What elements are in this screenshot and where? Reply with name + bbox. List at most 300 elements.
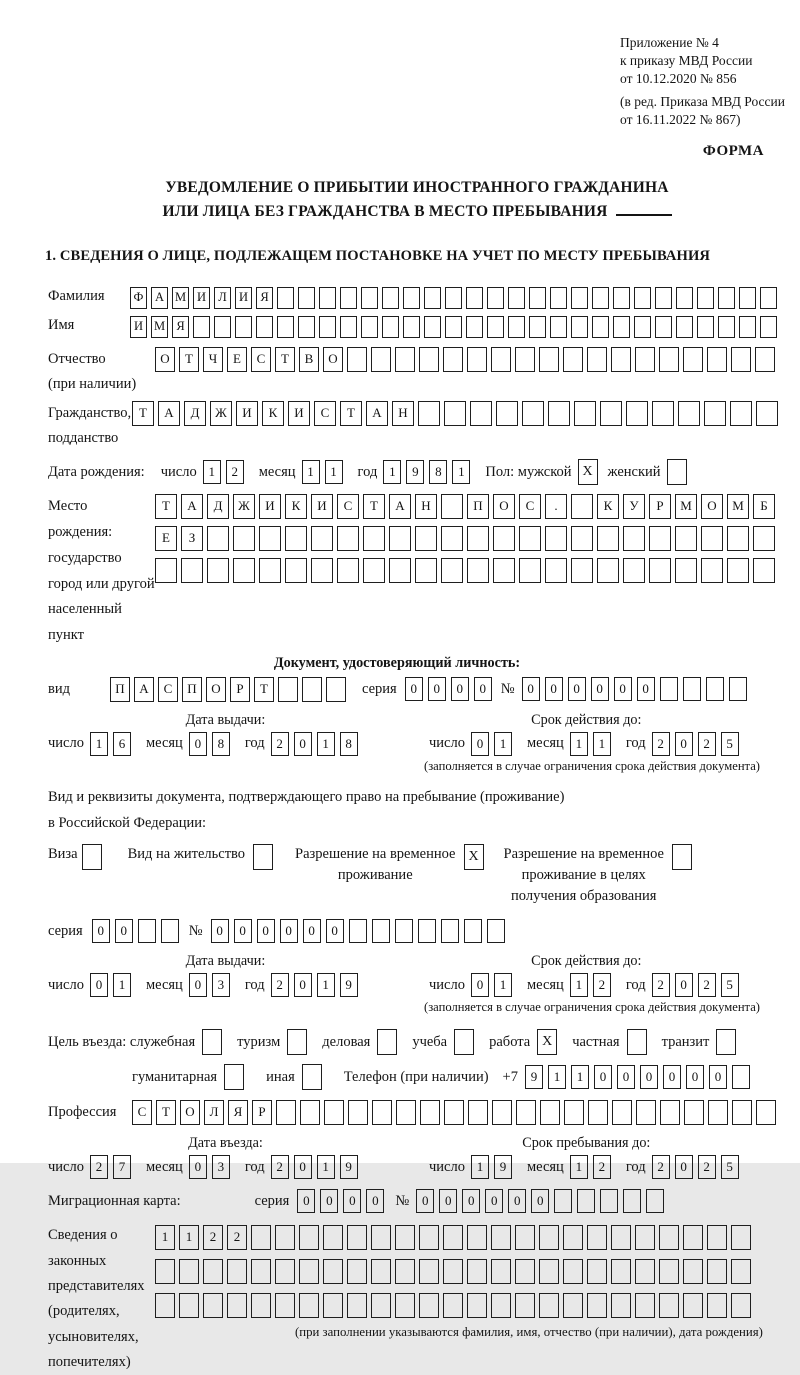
char-cell[interactable]: С <box>158 677 178 702</box>
char-cell[interactable] <box>395 1293 415 1318</box>
char-cell[interactable] <box>515 1225 535 1250</box>
char-cell[interactable] <box>493 526 515 551</box>
char-cell[interactable] <box>539 1225 559 1250</box>
char-cell[interactable]: О <box>155 347 175 372</box>
char-cell[interactable] <box>256 316 273 338</box>
char-cell[interactable]: А <box>151 287 168 309</box>
char-cell[interactable]: 1 <box>113 973 131 997</box>
char-cell[interactable] <box>361 287 378 309</box>
char-cell[interactable]: 5 <box>721 973 739 997</box>
char-cell[interactable] <box>496 401 518 426</box>
char-cell[interactable] <box>676 316 693 338</box>
char-cell[interactable] <box>655 287 672 309</box>
char-cell[interactable]: 1 <box>570 1155 588 1179</box>
char-cell[interactable] <box>577 1189 595 1213</box>
char-cell[interactable] <box>419 1259 439 1284</box>
char-cell[interactable]: 1 <box>90 732 108 756</box>
char-cell[interactable] <box>403 287 420 309</box>
char-cell[interactable] <box>678 401 700 426</box>
char-cell[interactable]: Л <box>204 1100 224 1125</box>
checkbox-cell[interactable]: X <box>578 459 598 485</box>
char-cell[interactable] <box>529 287 546 309</box>
char-cell[interactable]: 0 <box>508 1189 526 1213</box>
char-cell[interactable]: 0 <box>92 919 110 943</box>
char-cell[interactable] <box>285 558 307 583</box>
char-cell[interactable] <box>545 558 567 583</box>
char-cell[interactable]: 1 <box>570 732 588 756</box>
char-cell[interactable]: 0 <box>637 677 655 701</box>
char-cell[interactable]: И <box>288 401 310 426</box>
char-cell[interactable] <box>371 1259 391 1284</box>
char-cell[interactable] <box>441 526 463 551</box>
char-cell[interactable] <box>203 1259 223 1284</box>
char-cell[interactable] <box>545 526 567 551</box>
char-cell[interactable] <box>278 677 298 702</box>
char-cell[interactable]: О <box>701 494 723 519</box>
checkbox-cell[interactable] <box>672 844 692 870</box>
char-cell[interactable]: 0 <box>189 973 207 997</box>
char-cell[interactable] <box>470 401 492 426</box>
char-cell[interactable] <box>529 316 546 338</box>
char-cell[interactable] <box>311 558 333 583</box>
char-cell[interactable] <box>516 1100 536 1125</box>
char-cell[interactable] <box>419 1293 439 1318</box>
char-cell[interactable] <box>251 1225 271 1250</box>
char-cell[interactable]: 2 <box>227 1225 247 1250</box>
char-cell[interactable]: Р <box>252 1100 272 1125</box>
char-cell[interactable]: К <box>262 401 284 426</box>
char-cell[interactable]: 1 <box>179 1225 199 1250</box>
char-cell[interactable]: 6 <box>113 732 131 756</box>
char-cell[interactable]: П <box>182 677 202 702</box>
char-cell[interactable] <box>563 1259 583 1284</box>
char-cell[interactable] <box>337 558 359 583</box>
char-cell[interactable] <box>491 347 511 372</box>
char-cell[interactable]: М <box>727 494 749 519</box>
checkbox-cell[interactable] <box>716 1029 736 1055</box>
char-cell[interactable] <box>571 316 588 338</box>
char-cell[interactable] <box>600 1189 618 1213</box>
char-cell[interactable] <box>395 347 415 372</box>
char-cell[interactable] <box>730 401 752 426</box>
char-cell[interactable]: 0 <box>297 1189 315 1213</box>
char-cell[interactable]: 1 <box>471 1155 489 1179</box>
char-cell[interactable] <box>683 1259 703 1284</box>
char-cell[interactable] <box>600 401 622 426</box>
char-cell[interactable]: 0 <box>568 677 586 701</box>
checkbox-cell[interactable] <box>202 1029 222 1055</box>
char-cell[interactable]: З <box>181 526 203 551</box>
char-cell[interactable]: С <box>314 401 336 426</box>
char-cell[interactable] <box>635 1225 655 1250</box>
char-cell[interactable] <box>587 347 607 372</box>
char-cell[interactable]: 1 <box>317 732 335 756</box>
char-cell[interactable] <box>155 558 177 583</box>
char-cell[interactable]: 0 <box>280 919 298 943</box>
char-cell[interactable] <box>635 1293 655 1318</box>
char-cell[interactable] <box>349 919 367 943</box>
char-cell[interactable]: 0 <box>439 1189 457 1213</box>
char-cell[interactable] <box>347 1293 367 1318</box>
char-cell[interactable] <box>683 1225 703 1250</box>
char-cell[interactable]: 0 <box>189 732 207 756</box>
char-cell[interactable] <box>441 494 463 519</box>
char-cell[interactable] <box>760 316 777 338</box>
char-cell[interactable]: Д <box>207 494 229 519</box>
char-cell[interactable] <box>420 1100 440 1125</box>
char-cell[interactable]: 2 <box>652 732 670 756</box>
checkbox-cell[interactable] <box>627 1029 647 1055</box>
char-cell[interactable] <box>550 316 567 338</box>
char-cell[interactable] <box>623 1189 641 1213</box>
char-cell[interactable] <box>646 1189 664 1213</box>
char-cell[interactable]: А <box>158 401 180 426</box>
char-cell[interactable] <box>138 919 156 943</box>
char-cell[interactable] <box>285 526 307 551</box>
char-cell[interactable] <box>389 558 411 583</box>
char-cell[interactable]: 0 <box>320 1189 338 1213</box>
char-cell[interactable]: 0 <box>614 677 632 701</box>
char-cell[interactable]: А <box>134 677 154 702</box>
char-cell[interactable]: К <box>597 494 619 519</box>
char-cell[interactable] <box>760 287 777 309</box>
char-cell[interactable] <box>649 526 671 551</box>
char-cell[interactable] <box>233 526 255 551</box>
char-cell[interactable]: 1 <box>571 1065 589 1089</box>
char-cell[interactable]: М <box>172 287 189 309</box>
char-cell[interactable]: С <box>519 494 541 519</box>
char-cell[interactable] <box>443 347 463 372</box>
char-cell[interactable] <box>611 347 631 372</box>
char-cell[interactable]: 0 <box>303 919 321 943</box>
char-cell[interactable]: 0 <box>115 919 133 943</box>
char-cell[interactable] <box>235 316 252 338</box>
char-cell[interactable] <box>227 1293 247 1318</box>
char-cell[interactable]: И <box>130 316 147 338</box>
char-cell[interactable] <box>623 558 645 583</box>
char-cell[interactable] <box>587 1225 607 1250</box>
char-cell[interactable] <box>323 1259 343 1284</box>
char-cell[interactable] <box>193 316 210 338</box>
char-cell[interactable] <box>275 1293 295 1318</box>
char-cell[interactable]: 0 <box>257 919 275 943</box>
char-cell[interactable] <box>395 1225 415 1250</box>
char-cell[interactable]: 1 <box>155 1225 175 1250</box>
char-cell[interactable] <box>564 1100 584 1125</box>
char-cell[interactable] <box>207 526 229 551</box>
char-cell[interactable] <box>683 1293 703 1318</box>
char-cell[interactable] <box>424 316 441 338</box>
char-cell[interactable] <box>550 287 567 309</box>
char-cell[interactable]: С <box>132 1100 152 1125</box>
char-cell[interactable]: В <box>299 347 319 372</box>
char-cell[interactable]: 9 <box>406 460 424 484</box>
char-cell[interactable]: Р <box>649 494 671 519</box>
checkbox-cell[interactable]: X <box>464 844 484 870</box>
char-cell[interactable] <box>487 287 504 309</box>
char-cell[interactable] <box>753 558 775 583</box>
char-cell[interactable] <box>277 316 294 338</box>
char-cell[interactable] <box>441 558 463 583</box>
char-cell[interactable] <box>275 1259 295 1284</box>
char-cell[interactable] <box>697 287 714 309</box>
char-cell[interactable] <box>179 1293 199 1318</box>
checkbox-cell[interactable] <box>253 844 273 870</box>
char-cell[interactable] <box>415 558 437 583</box>
char-cell[interactable] <box>540 1100 560 1125</box>
char-cell[interactable]: 2 <box>226 460 244 484</box>
char-cell[interactable] <box>319 316 336 338</box>
char-cell[interactable] <box>731 1259 751 1284</box>
char-cell[interactable] <box>347 1225 367 1250</box>
char-cell[interactable] <box>443 1225 463 1250</box>
char-cell[interactable] <box>361 316 378 338</box>
char-cell[interactable]: Ж <box>233 494 255 519</box>
char-cell[interactable] <box>683 347 703 372</box>
checkbox-cell[interactable] <box>454 1029 474 1055</box>
char-cell[interactable]: 2 <box>271 732 289 756</box>
char-cell[interactable] <box>395 919 413 943</box>
char-cell[interactable] <box>445 287 462 309</box>
char-cell[interactable] <box>707 347 727 372</box>
char-cell[interactable]: Н <box>415 494 437 519</box>
char-cell[interactable]: 0 <box>485 1189 503 1213</box>
char-cell[interactable]: Л <box>214 287 231 309</box>
char-cell[interactable] <box>539 1293 559 1318</box>
char-cell[interactable] <box>655 316 672 338</box>
char-cell[interactable] <box>571 558 593 583</box>
char-cell[interactable]: С <box>251 347 271 372</box>
char-cell[interactable]: 1 <box>317 973 335 997</box>
char-cell[interactable]: Н <box>392 401 414 426</box>
char-cell[interactable] <box>611 1293 631 1318</box>
char-cell[interactable]: О <box>323 347 343 372</box>
char-cell[interactable]: 0 <box>663 1065 681 1089</box>
char-cell[interactable] <box>659 1293 679 1318</box>
char-cell[interactable] <box>382 287 399 309</box>
char-cell[interactable]: 2 <box>652 973 670 997</box>
char-cell[interactable] <box>727 526 749 551</box>
char-cell[interactable] <box>371 1225 391 1250</box>
char-cell[interactable] <box>259 558 281 583</box>
char-cell[interactable] <box>415 526 437 551</box>
char-cell[interactable]: А <box>366 401 388 426</box>
char-cell[interactable] <box>697 316 714 338</box>
char-cell[interactable] <box>675 558 697 583</box>
char-cell[interactable] <box>491 1225 511 1250</box>
char-cell[interactable]: С <box>337 494 359 519</box>
char-cell[interactable]: 2 <box>203 1225 223 1250</box>
char-cell[interactable] <box>468 1100 488 1125</box>
char-cell[interactable] <box>443 1259 463 1284</box>
char-cell[interactable] <box>597 558 619 583</box>
char-cell[interactable] <box>515 1259 535 1284</box>
char-cell[interactable] <box>611 1259 631 1284</box>
char-cell[interactable] <box>539 347 559 372</box>
char-cell[interactable]: Е <box>227 347 247 372</box>
char-cell[interactable]: И <box>259 494 281 519</box>
char-cell[interactable] <box>251 1293 271 1318</box>
char-cell[interactable]: 1 <box>494 732 512 756</box>
char-cell[interactable] <box>251 1259 271 1284</box>
char-cell[interactable] <box>563 347 583 372</box>
char-cell[interactable] <box>161 919 179 943</box>
char-cell[interactable]: 9 <box>525 1065 543 1089</box>
char-cell[interactable]: А <box>389 494 411 519</box>
char-cell[interactable] <box>326 677 346 702</box>
char-cell[interactable] <box>675 526 697 551</box>
char-cell[interactable]: 0 <box>471 973 489 997</box>
char-cell[interactable] <box>214 316 231 338</box>
char-cell[interactable] <box>299 1259 319 1284</box>
char-cell[interactable] <box>467 558 489 583</box>
char-cell[interactable] <box>635 347 655 372</box>
char-cell[interactable]: 0 <box>545 677 563 701</box>
char-cell[interactable] <box>466 287 483 309</box>
char-cell[interactable]: И <box>235 287 252 309</box>
char-cell[interactable] <box>623 526 645 551</box>
char-cell[interactable]: 3 <box>212 1155 230 1179</box>
char-cell[interactable] <box>372 1100 392 1125</box>
char-cell[interactable] <box>508 287 525 309</box>
char-cell[interactable] <box>635 1259 655 1284</box>
char-cell[interactable] <box>323 1225 343 1250</box>
char-cell[interactable] <box>467 1293 487 1318</box>
char-cell[interactable]: Т <box>155 494 177 519</box>
char-cell[interactable] <box>337 526 359 551</box>
char-cell[interactable] <box>729 677 747 701</box>
char-cell[interactable] <box>419 1225 439 1250</box>
char-cell[interactable] <box>275 1225 295 1250</box>
char-cell[interactable]: 1 <box>593 732 611 756</box>
char-cell[interactable]: И <box>236 401 258 426</box>
char-cell[interactable] <box>613 287 630 309</box>
char-cell[interactable]: 2 <box>698 973 716 997</box>
char-cell[interactable]: Ф <box>130 287 147 309</box>
char-cell[interactable]: Я <box>256 287 273 309</box>
char-cell[interactable]: 0 <box>675 1155 693 1179</box>
char-cell[interactable] <box>492 1100 512 1125</box>
char-cell[interactable]: 0 <box>474 677 492 701</box>
char-cell[interactable] <box>441 919 459 943</box>
char-cell[interactable] <box>276 1100 296 1125</box>
char-cell[interactable] <box>563 1293 583 1318</box>
char-cell[interactable] <box>302 677 322 702</box>
char-cell[interactable] <box>739 287 756 309</box>
char-cell[interactable] <box>487 316 504 338</box>
char-cell[interactable] <box>363 526 385 551</box>
char-cell[interactable]: 8 <box>429 460 447 484</box>
char-cell[interactable]: 2 <box>90 1155 108 1179</box>
char-cell[interactable] <box>731 1293 751 1318</box>
char-cell[interactable]: . <box>545 494 567 519</box>
char-cell[interactable]: 0 <box>189 1155 207 1179</box>
char-cell[interactable] <box>403 316 420 338</box>
char-cell[interactable] <box>701 526 723 551</box>
char-cell[interactable]: П <box>467 494 489 519</box>
char-cell[interactable] <box>419 347 439 372</box>
char-cell[interactable] <box>708 1100 728 1125</box>
char-cell[interactable] <box>259 526 281 551</box>
char-cell[interactable] <box>396 1100 416 1125</box>
char-cell[interactable]: 1 <box>325 460 343 484</box>
char-cell[interactable]: 0 <box>531 1189 549 1213</box>
char-cell[interactable]: 0 <box>405 677 423 701</box>
checkbox-cell[interactable] <box>377 1029 397 1055</box>
char-cell[interactable] <box>587 1293 607 1318</box>
char-cell[interactable] <box>519 558 541 583</box>
char-cell[interactable]: О <box>493 494 515 519</box>
char-cell[interactable] <box>659 347 679 372</box>
char-cell[interactable] <box>649 558 671 583</box>
char-cell[interactable] <box>311 526 333 551</box>
char-cell[interactable] <box>522 401 544 426</box>
char-cell[interactable] <box>571 287 588 309</box>
char-cell[interactable]: Б <box>753 494 775 519</box>
char-cell[interactable] <box>155 1259 175 1284</box>
char-cell[interactable]: И <box>193 287 210 309</box>
char-cell[interactable]: 0 <box>416 1189 434 1213</box>
char-cell[interactable] <box>372 919 390 943</box>
char-cell[interactable] <box>464 919 482 943</box>
char-cell[interactable]: 8 <box>340 732 358 756</box>
char-cell[interactable]: М <box>151 316 168 338</box>
char-cell[interactable]: 0 <box>294 1155 312 1179</box>
char-cell[interactable]: Т <box>275 347 295 372</box>
char-cell[interactable]: Т <box>156 1100 176 1125</box>
char-cell[interactable] <box>181 558 203 583</box>
char-cell[interactable] <box>467 1225 487 1250</box>
char-cell[interactable] <box>300 1100 320 1125</box>
char-cell[interactable] <box>732 1100 752 1125</box>
char-cell[interactable]: М <box>675 494 697 519</box>
char-cell[interactable] <box>319 287 336 309</box>
char-cell[interactable]: 5 <box>721 732 739 756</box>
char-cell[interactable] <box>371 1293 391 1318</box>
char-cell[interactable] <box>676 287 693 309</box>
char-cell[interactable] <box>612 1100 632 1125</box>
char-cell[interactable]: 0 <box>234 919 252 943</box>
char-cell[interactable] <box>277 287 294 309</box>
char-cell[interactable] <box>371 347 391 372</box>
char-cell[interactable]: 1 <box>302 460 320 484</box>
char-cell[interactable] <box>491 1259 511 1284</box>
checkbox-cell[interactable]: X <box>537 1029 557 1055</box>
char-cell[interactable]: О <box>180 1100 200 1125</box>
char-cell[interactable] <box>508 316 525 338</box>
char-cell[interactable]: 0 <box>343 1189 361 1213</box>
char-cell[interactable] <box>227 1259 247 1284</box>
char-cell[interactable]: 0 <box>640 1065 658 1089</box>
char-cell[interactable] <box>203 1293 223 1318</box>
char-cell[interactable]: 1 <box>203 460 221 484</box>
char-cell[interactable]: 0 <box>675 973 693 997</box>
char-cell[interactable]: 0 <box>617 1065 635 1089</box>
char-cell[interactable]: Т <box>132 401 154 426</box>
char-cell[interactable]: 5 <box>721 1155 739 1179</box>
char-cell[interactable] <box>732 1065 750 1089</box>
char-cell[interactable] <box>444 1100 464 1125</box>
char-cell[interactable]: 0 <box>326 919 344 943</box>
char-cell[interactable] <box>389 526 411 551</box>
char-cell[interactable] <box>636 1100 656 1125</box>
char-cell[interactable] <box>756 1100 776 1125</box>
char-cell[interactable]: П <box>110 677 130 702</box>
char-cell[interactable]: Т <box>254 677 274 702</box>
char-cell[interactable]: 0 <box>709 1065 727 1089</box>
char-cell[interactable]: 2 <box>593 973 611 997</box>
char-cell[interactable] <box>592 316 609 338</box>
